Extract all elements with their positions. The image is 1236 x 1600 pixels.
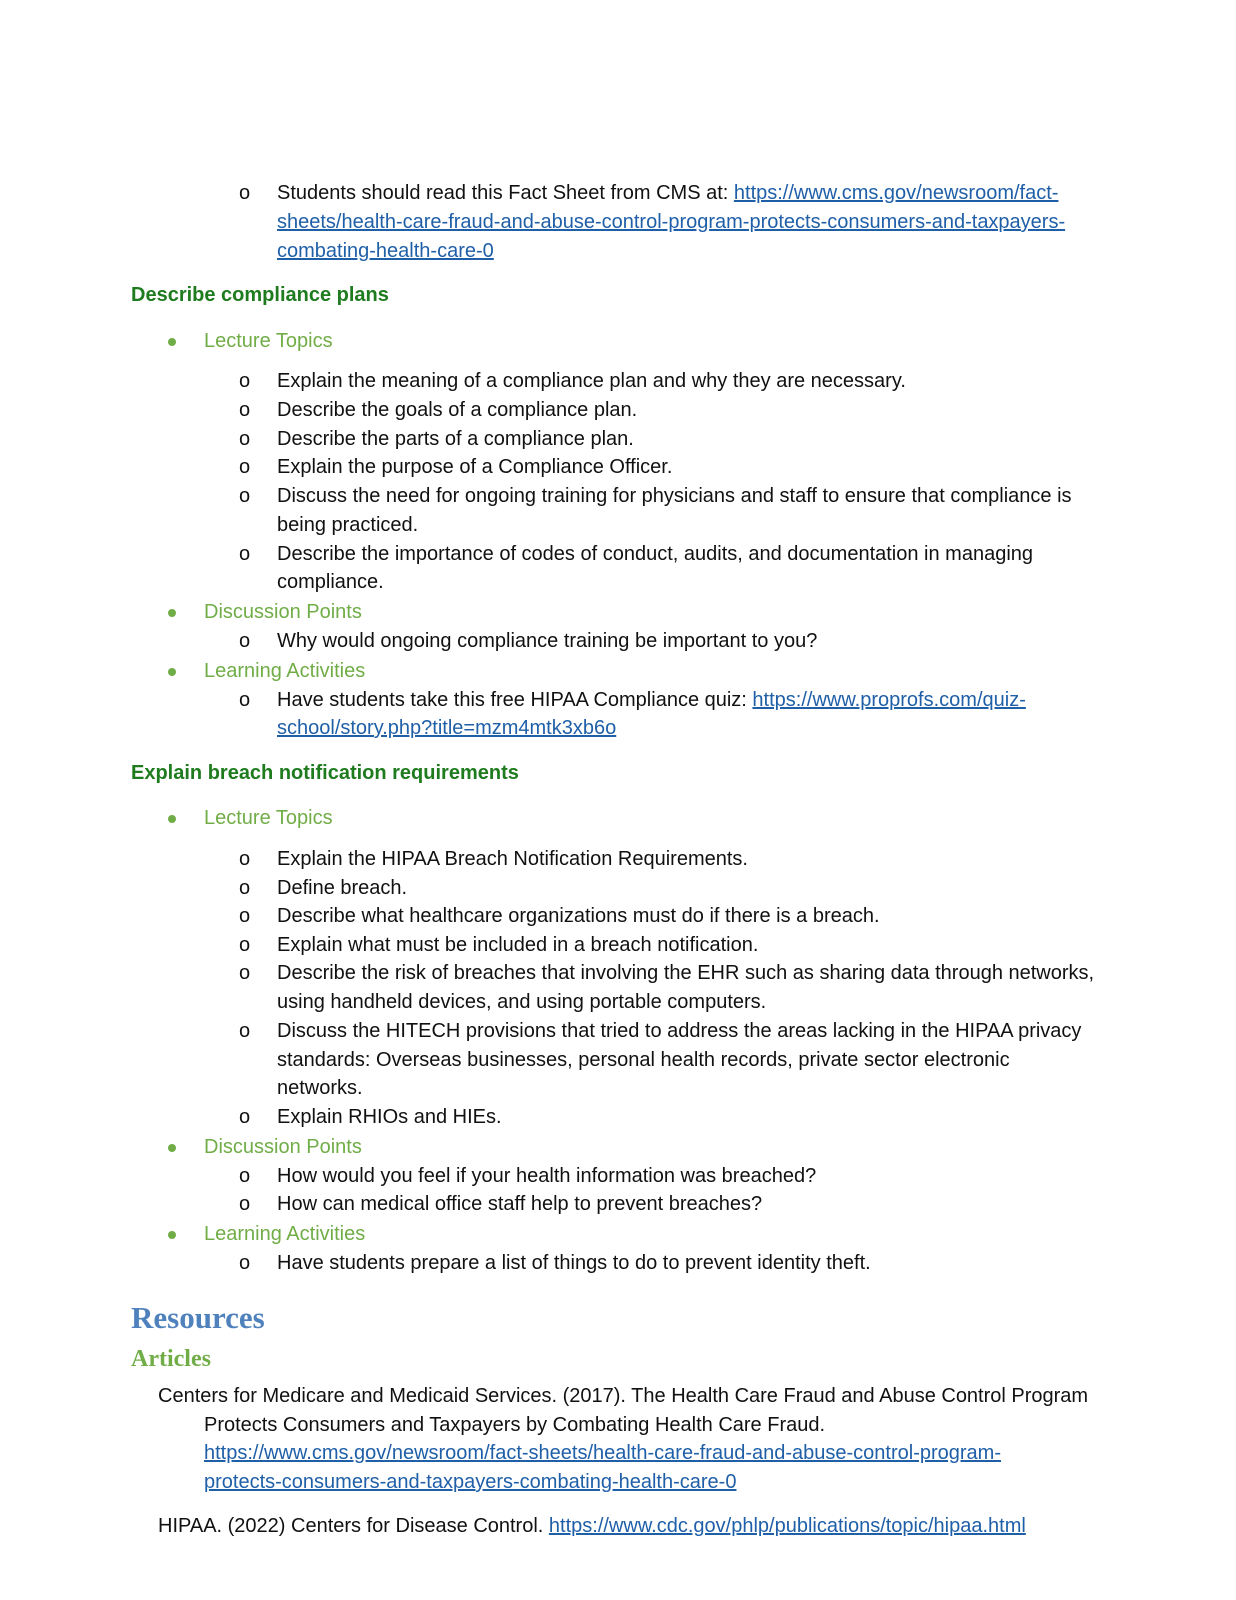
- list-item: Have students prepare a list of things to do to prevent identity theft.: [277, 1252, 871, 1274]
- list-item: Define breach.: [277, 877, 408, 899]
- list-item: Describe the risk of breaches that involving the EHR such as sharing data through networks,: [277, 962, 1095, 984]
- hipaa-quiz-link-cont[interactable]: school/story.php?title=mzm4mtk3xb6o: [277, 717, 617, 739]
- discussion-points-label: Discussion Points: [204, 1136, 362, 1158]
- bullet-dot: [168, 1144, 176, 1152]
- list-item: Explain what must be included in a breach notification.: [277, 934, 759, 956]
- bullet-dot: [168, 1231, 176, 1239]
- list-item-cont: compliance.: [277, 571, 384, 593]
- sub-bullet-marker: o: [239, 182, 251, 204]
- sub-bullet-marker: o: [239, 1165, 251, 1187]
- cms-fact-sheet-link-cont[interactable]: sheets/health-care-fraud-and-abuse-control-program-protects-consumers-and-taxpayers-: [277, 211, 1066, 233]
- bullet-dot: [168, 815, 176, 823]
- list-item-cont: using handheld devices, and using portable computers.: [277, 991, 767, 1013]
- reference-entry: [158, 1512, 1026, 1541]
- section-title-compliance-plans: Describe compliance plans: [131, 284, 389, 306]
- list-item: How can medical office staff help to prevent breaches?: [277, 1193, 763, 1215]
- list-item: How would you feel if your health information was breached?: [277, 1165, 817, 1187]
- list-item: Describe the goals of a compliance plan.: [277, 399, 638, 421]
- cdc-hipaa-link[interactable]: https://www.cdc.gov/phlp/publications/topic/hipaa.html: [548, 1515, 1026, 1537]
- sub-bullet-marker: o: [239, 370, 251, 392]
- sub-bullet-marker: o: [239, 456, 251, 478]
- list-item: Discuss the need for ongoing training for physicians and staff to ensure that compliance is: [277, 485, 1072, 507]
- sub-bullet-marker: o: [239, 1193, 251, 1215]
- reference-text: HIPAA. (2022) Centers for Disease Control.: [158, 1515, 549, 1537]
- list-item: Discuss the HITECH provisions that tried to address the areas lacking in the HIPAA privacy: [277, 1020, 1082, 1042]
- sub-bullet-marker: o: [239, 543, 251, 565]
- list-item-cont: being practiced.: [277, 514, 419, 536]
- list-item: Explain RHIOs and HIEs.: [277, 1106, 502, 1128]
- list-item-text: Have students take this free HIPAA Compliance quiz:: [277, 689, 753, 711]
- list-item: [277, 686, 1026, 715]
- cms-fact-sheet-link[interactable]: https://www.cms.gov/newsroom/fact-: [733, 182, 1059, 204]
- reference-entry: Centers for Medicare and Medicaid Services. (2017). The Health Care Fraud and Abuse Control Program: [158, 1385, 1089, 1407]
- bullet-dot: [168, 668, 176, 676]
- intro-item: [277, 179, 1058, 208]
- cms-fact-sheet-link-cont[interactable]: combating-health-care-0: [277, 240, 494, 262]
- list-item: Describe the parts of a compliance plan.: [277, 428, 634, 450]
- reference-entry-cont: Protects Consumers and Taxpayers by Combating Health Care Fraud.: [204, 1414, 826, 1436]
- list-item-cont: standards: Overseas businesses, personal health records, private sector electronic: [277, 1049, 1010, 1071]
- sub-bullet-marker: o: [239, 485, 251, 507]
- list-item: Explain the meaning of a compliance plan and why they are necessary.: [277, 370, 906, 392]
- sub-bullet-marker: o: [239, 630, 251, 652]
- learning-activities-label: Learning Activities: [204, 660, 366, 682]
- list-item: Describe what healthcare organizations must do if there is a breach.: [277, 905, 880, 927]
- list-item-cont: networks.: [277, 1077, 363, 1099]
- lecture-topics-label: Lecture Topics: [204, 807, 333, 829]
- list-item: Describe the importance of codes of conduct, audits, and documentation in managing: [277, 543, 1034, 565]
- sub-bullet-marker: o: [239, 428, 251, 450]
- discussion-points-label: Discussion Points: [204, 601, 362, 623]
- cms-reference-link[interactable]: https://www.cms.gov/newsroom/fact-sheets/health-care-fraud-and-abuse-control-program-: [204, 1442, 1001, 1464]
- sub-bullet-marker: o: [239, 877, 251, 899]
- articles-subheading: Articles: [131, 1346, 211, 1372]
- intro-item-text: Students should read this Fact Sheet from CMS at:: [277, 182, 734, 204]
- list-item: Explain the purpose of a Compliance Officer.: [277, 456, 673, 478]
- cms-reference-link-cont[interactable]: protects-consumers-and-taxpayers-combating-health-care-0: [204, 1471, 737, 1493]
- list-item: Explain the HIPAA Breach Notification Requirements.: [277, 848, 748, 870]
- hipaa-quiz-link[interactable]: https://www.proprofs.com/quiz-: [752, 689, 1026, 711]
- resources-heading: Resources: [131, 1300, 265, 1335]
- bullet-dot: [168, 338, 176, 346]
- section-title-breach-notification: Explain breach notification requirements: [131, 762, 519, 784]
- sub-bullet-marker: o: [239, 689, 251, 711]
- sub-bullet-marker: o: [239, 399, 251, 421]
- sub-bullet-marker: o: [239, 848, 251, 870]
- bullet-dot: [168, 609, 176, 617]
- lecture-topics-label: Lecture Topics: [204, 330, 333, 352]
- sub-bullet-marker: o: [239, 1252, 251, 1274]
- list-item: Why would ongoing compliance training be important to you?: [277, 630, 818, 652]
- learning-activities-label: Learning Activities: [204, 1223, 366, 1245]
- sub-bullet-marker: o: [239, 1020, 251, 1042]
- sub-bullet-marker: o: [239, 962, 251, 984]
- sub-bullet-marker: o: [239, 934, 251, 956]
- sub-bullet-marker: o: [239, 1106, 251, 1128]
- sub-bullet-marker: o: [239, 905, 251, 927]
